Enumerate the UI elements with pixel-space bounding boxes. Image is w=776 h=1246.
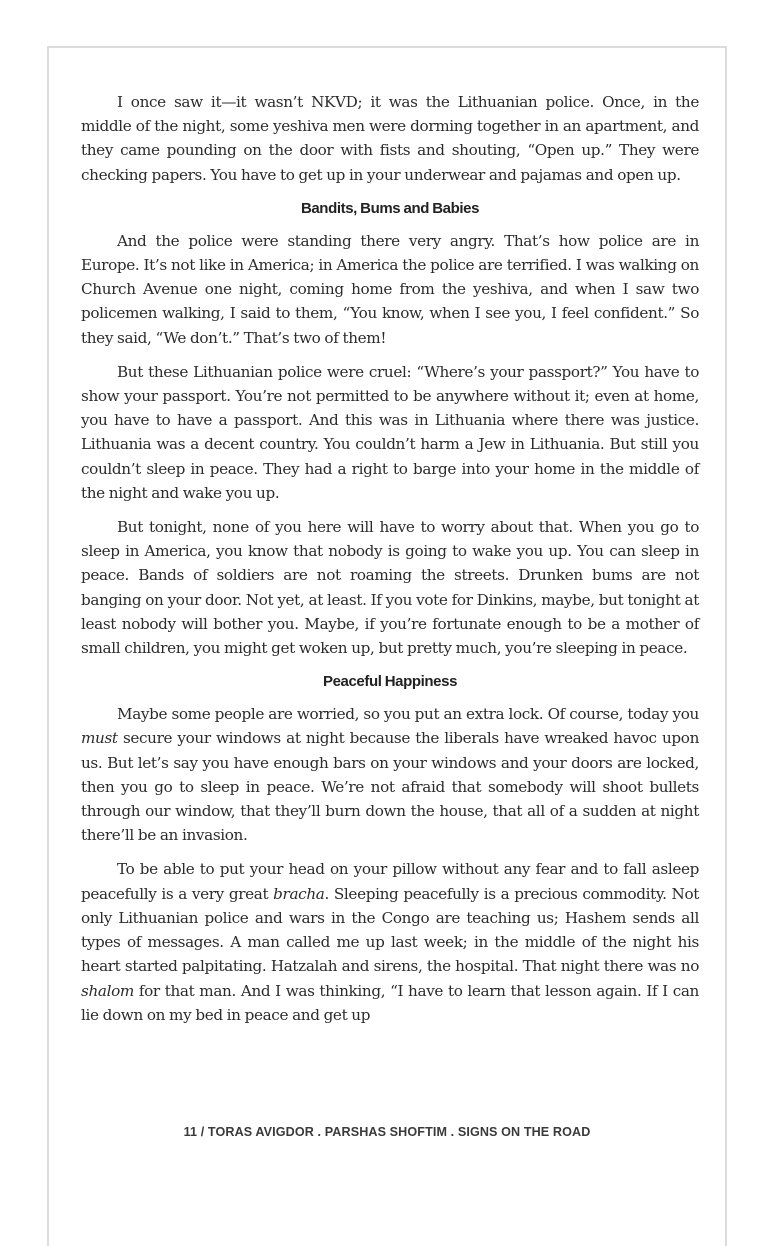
section-heading-bandits-bums-babies: Bandits, Bums and Babies [300,199,480,217]
document-page [47,46,727,1246]
paragraph-lithuanian-police: I once saw it—it wasn’t NKVD; it was the Lithuanian police. Once, in the middle of the night, some yeshiva men were dorming together in an apartment, and they came pounding on the door with fists and shouting, “Open up.” They were checking papers. You have to get up in your underwear and pajamas and open up. [81,93,699,184]
text-run: secure your windows at night because the liberals have wreaked havoc upon us. But let’s say you have enough bars on your windows and your doors are locked, then you go to sleep in peace. We’re not afraid that somebody will shoot bullets through our window, that they’ll burn down the house, that all of a sudden at night there’ll be an invasion. [81,729,699,845]
text-run: for that man. And I was thinking, “I have to learn that lesson again. If I can lie down on my bed in peace and get up [81,981,699,1024]
page-footer: 11 / TORAS AVIGDOR . PARSHAS SHOFTIM . SIGNS ON THE ROAD [183,1125,591,1139]
italic-text-bracha: bracha [273,884,325,903]
paragraph-passport: But these Lithuanian police were cruel: “Where’s your passport?” You have to show your passport. You’re not permitted to be anywhere without it; even at home, you have to have a passport. And this was in Lithuania where there was justice. Lithuania was a decent country. You couldn’t harm a Jew in Lithuania. But still you couldn’t sleep in peace. They had a right to barge into your home in the middle of the night and wake you up. [81,362,699,502]
section-heading-peaceful-happiness: Peaceful Happiness [322,673,458,691]
paragraph-extra-lock [81,702,699,847]
italic-text: must [81,729,118,748]
text-run: To be able to put your head on your pillow without any fear and to fall asleep peacefully is a very great [81,860,699,903]
page-body [81,90,699,1037]
paragraph-tonight: But tonight, none of you here will have to worry about that. When you go to sleep in America, you know that nobody is going to wake you up. You can sleep in peace. Bands of soldiers are not roaming the streets. Drunken bums are not banging on your door. Not yet, at least. If you vote for Dinkins, maybe, but tonight at least nobody will bother you. Maybe, if you’re fortunate enough to be a mother of small children, you might get woken up, but pretty much, you’re sleeping in peace. [81,518,699,658]
italic-text-shalom: shalom [81,981,134,1000]
paragraph-police-angry: And the police were standing there very angry. That’s how police are in Europe. It’s not like in America; in America the police are terrified. I was walking on Church Avenue one night, coming home from the yeshiva, and when I saw two policemen walking, I said to them, “You know, when I see you, I feel confident.” So they said, “We don’t.” That’s two of them! [81,231,699,347]
text-run: . Sleeping peacefully is a precious commodity. Not only Lithuanian police and wars in the Congo are teaching us; Hashem sends all types of messages. A man called me up last week; in the middle of the night his heart started palpitating. Hatzalah and sirens, the hospital. That night there was no [81,884,699,976]
text-run: Maybe some people are worried, so you put an extra lock. Of course, today you [117,705,699,724]
paragraph-pillow [81,857,699,1026]
